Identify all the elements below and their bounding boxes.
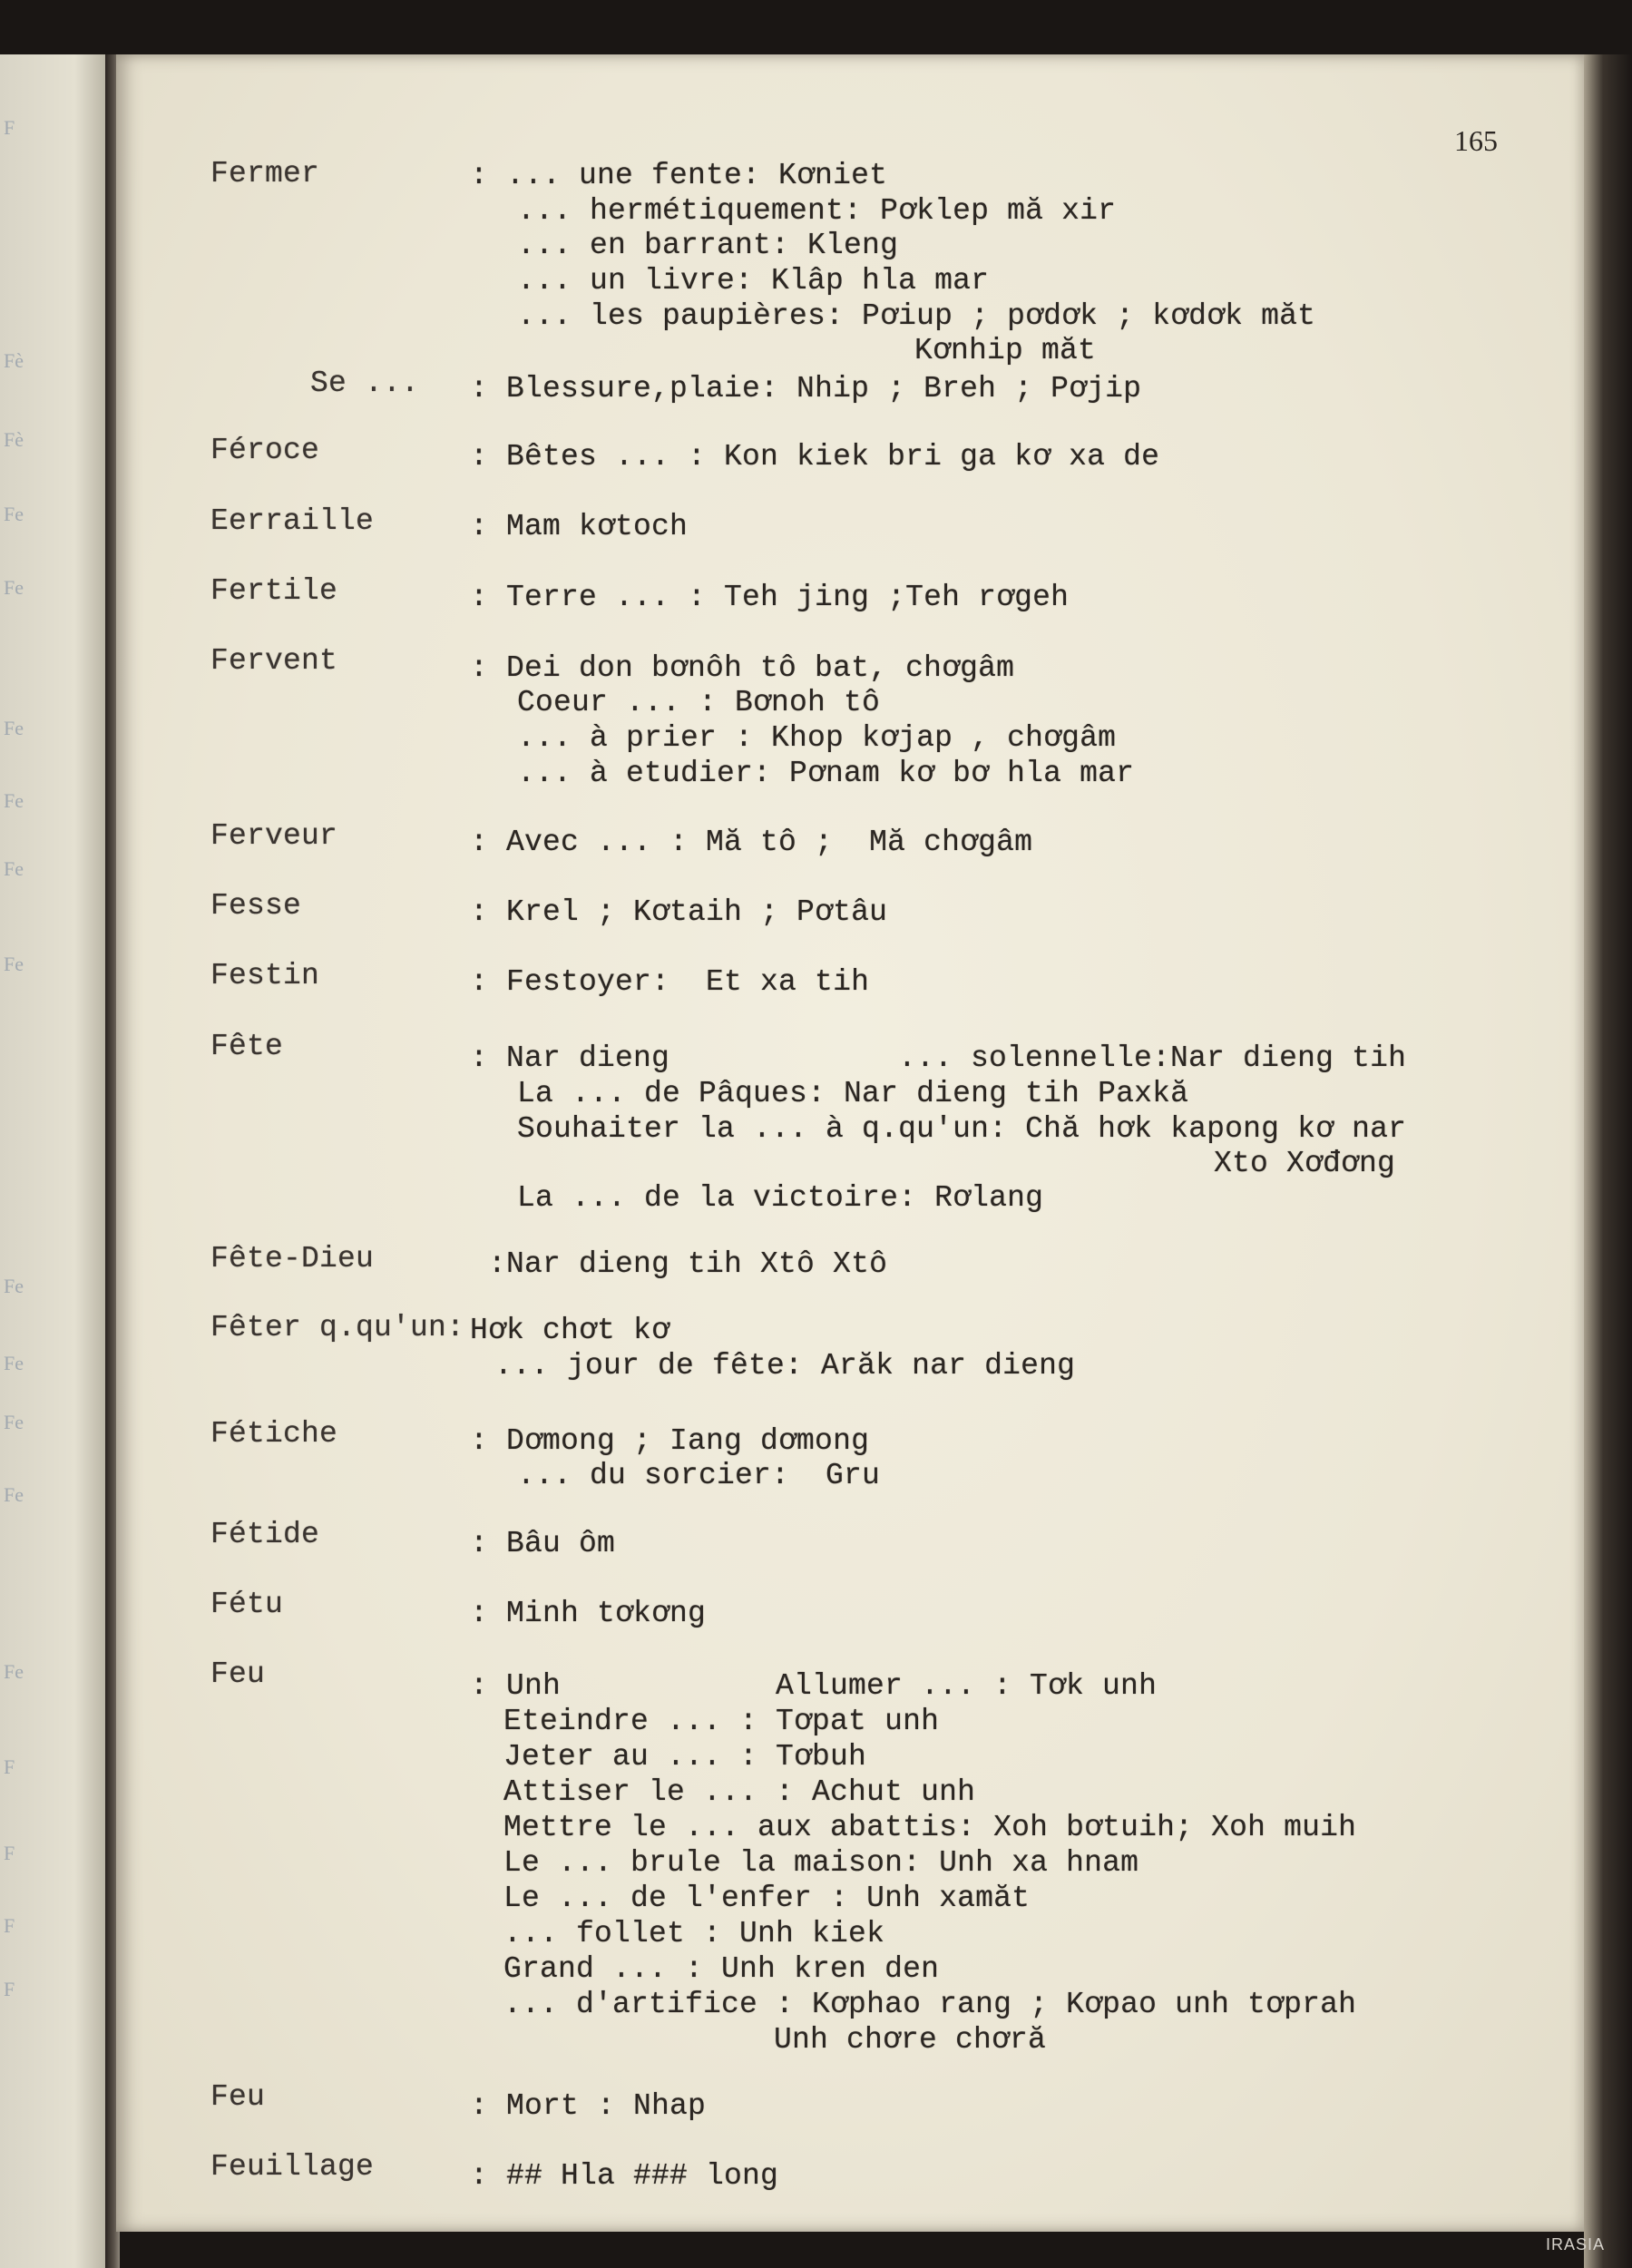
entry-definition-line: : Minh tơkơng [470, 1597, 707, 1630]
previous-page-ghost-text: F [4, 1755, 15, 1778]
entry-definition-line: : Krel ; Kơtaih ; Pơtâu [470, 895, 888, 929]
entry-definition-line: ... jour de fête: Arăk nar dieng [494, 1349, 1076, 1383]
previous-page-ghost-text: Fè [4, 349, 24, 372]
entry-headword: Fesse [210, 889, 302, 923]
entry-definition-line: Mettre le ... aux abattis: Xoh bơtuih; Xoh muih [503, 1811, 1357, 1844]
entry-definition-line: La ... de Pâques: Nar dieng tih Paxkă [517, 1077, 1189, 1110]
entry-definition-line: Attiser le ... : Achut unh [503, 1775, 976, 1809]
entry-definition-line: Unh chơre chơră [774, 2023, 1047, 2057]
entry-headword: Feu [210, 1657, 266, 1691]
entry-definition-line: : Blessure,plaie: Nhip ; Breh ; Pơjip [470, 372, 1142, 406]
entry-headword: Fermer [210, 157, 320, 191]
entry-definition-line: Souhaiter la ... à q.qu'un: Chă hơk kapong kơ nar [517, 1112, 1407, 1146]
entry-headword: Fête [210, 1030, 284, 1063]
entry-headword: Ferveur [210, 819, 338, 853]
entry-headword: Se ... [310, 367, 420, 400]
entry-definition-line: Le ... brule la maison: Unh xa hnam [503, 1846, 1139, 1880]
entry-definition-line: ... en barrant: Kleng [517, 229, 899, 262]
entry-definition-line: ... d'artifice : Kơphao rang ; Kơpao unh tơprah [503, 1988, 1357, 2021]
watermark: IRASIA [1546, 2235, 1606, 2253]
entry-definition-line: ... hermétiquement: Pơklep mă xir [517, 194, 1117, 228]
entry-definition-line: ... les paupières: Pơiup ; pơdơk ; kơdơk măt [517, 299, 1316, 333]
entry-definition-line: ... un livre: Klâp hla mar [517, 264, 990, 298]
previous-page-ghost-text: F [4, 1914, 15, 1937]
entry-headword: Féroce [210, 434, 320, 467]
entry-headword: Fête-Dieu [210, 1242, 375, 1276]
previous-page-ghost-text: F [4, 1978, 15, 2000]
entry-headword: Fervent [210, 644, 338, 678]
entry-definition-line: : Bâu ôm [470, 1527, 616, 1560]
entry-definition-line: Grand ... : Unh kren den [503, 1952, 940, 1986]
entry-definition-line: ... follet : Unh kiek [503, 1917, 885, 1950]
entry-definition-line: : Festoyer: Et xa tih [470, 965, 870, 999]
entry-definition-line: :Nar dieng tih Xtô Xtô [488, 1247, 888, 1281]
entry-definition-line: Kơnhip măt [914, 334, 1097, 367]
entry-definition-line: : Dơmong ; Iang dơmong [470, 1424, 870, 1458]
previous-page-ghost-text: Fe [4, 576, 24, 599]
entry-headword: Fétu [210, 1588, 284, 1621]
entry-definition-line: ... solennelle:Nar dieng tih [898, 1041, 1407, 1075]
page-edge-right [1584, 54, 1632, 2268]
previous-page-ghost-text: Fe [4, 789, 24, 812]
previous-page-ghost-text: Fe [4, 1411, 24, 1433]
entry-headword: Fertile [210, 574, 338, 608]
previous-page-edge [0, 54, 107, 2268]
entry-headword: Eerraille [210, 504, 375, 538]
entry-definition-line: : Avec ... : Mă tô ; Mă chơgâm [470, 826, 1033, 859]
entry-definition-line: Xto Xơđơng [1214, 1147, 1396, 1180]
entry-definition-line: Jeter au ... : Tơbuh [503, 1740, 867, 1774]
entry-definition-line: ... à etudier: Pơnam kơ bơ hla mar [517, 757, 1135, 790]
previous-page-ghost-text: Fe [4, 953, 24, 975]
entry-definition-line: Coeur ... : Bơnoh tô [517, 686, 881, 719]
entry-headword: Feuillage [210, 2150, 375, 2184]
entry-headword: Fêter q.qu'un: [210, 1311, 465, 1344]
page-number: 165 [1454, 124, 1498, 157]
previous-page-ghost-text: Fe [4, 1483, 24, 1506]
entry-definition-line: : Nar dieng [470, 1041, 670, 1075]
previous-page-ghost-text: Fe [4, 857, 24, 880]
entry-definition-line: Eteindre ... : Tơpat unh [503, 1705, 940, 1738]
entry-headword: Festin [210, 959, 320, 992]
entry-definition-line: La ... de la victoire: Rơlang [517, 1181, 1044, 1215]
previous-page-ghost-text: F [4, 1842, 15, 1864]
entry-definition-line: : Mort : Nhap [470, 2089, 707, 2123]
previous-page-ghost-text: Fe [4, 717, 24, 739]
entry-definition-line: : Unh [470, 1669, 562, 1703]
previous-page-ghost-text: Fe [4, 503, 24, 525]
entry-definition-line: ... du sorcier: Gru [517, 1459, 881, 1492]
entry-headword: Feu [210, 2080, 266, 2114]
previous-page-ghost-text: Fe [4, 1275, 24, 1297]
entry-definition-line: : Bêtes ... : Kon kiek bri ga kơ xa de [470, 440, 1160, 474]
entry-definition-line: ... à prier : Khop kơjap , chơgâm [517, 721, 1117, 755]
entry-definition-line: : ## Hla ### long [470, 2159, 779, 2193]
entry-definition-line: Hơk chơt kơ [470, 1314, 670, 1347]
previous-page-ghost-text: Fè [4, 428, 24, 451]
entry-definition-line: Le ... de l'enfer : Unh xamăt [503, 1882, 1031, 1915]
entry-headword: Fétiche [210, 1417, 338, 1451]
entry-headword: Fétide [210, 1518, 320, 1551]
previous-page-ghost-text: Fe [4, 1352, 24, 1374]
entry-definition-line: : Terre ... : Teh jing ;Teh rơgeh [470, 581, 1070, 614]
entry-definition-line: : Mam kơtoch [470, 510, 689, 543]
entry-definition-line: : Dei don bơnôh tô bat, chơgâm [470, 651, 1015, 685]
entry-definition-line: Allumer ... : Tơk unh [776, 1669, 1158, 1703]
entry-definition-line: : ... une fente: Kơniet [470, 159, 888, 192]
previous-page-ghost-text: F [4, 116, 15, 139]
previous-page-ghost-text: Fe [4, 1660, 24, 1683]
